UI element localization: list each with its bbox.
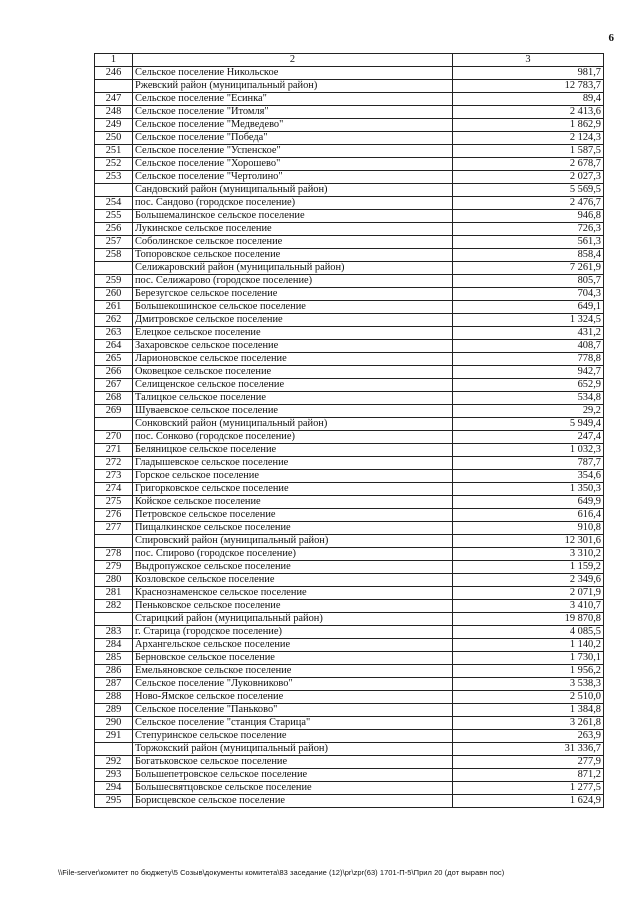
- table-row: [95, 769, 604, 782]
- table-row: [95, 210, 604, 223]
- settlement-name: Талицкое сельское поселение: [133, 392, 453, 405]
- district-subtotal-row: [95, 535, 604, 548]
- settlement-name: Степуринское сельское поселение: [133, 730, 453, 743]
- table-row: [95, 236, 604, 249]
- amount-value: 431,2: [453, 327, 604, 340]
- amount-value: 2 476,7: [453, 197, 604, 210]
- amount-value: 89,4: [453, 93, 604, 106]
- row-number: 279: [95, 561, 133, 574]
- row-number: 254: [95, 197, 133, 210]
- row-number: 271: [95, 444, 133, 457]
- row-number: 270: [95, 431, 133, 444]
- table-row: [95, 444, 604, 457]
- settlement-name: пос. Сонково (городское поселение): [133, 431, 453, 444]
- table-row: [95, 132, 604, 145]
- settlement-name: Горское сельское поселение: [133, 470, 453, 483]
- settlement-name: Ржевский район (муниципальный район): [133, 80, 453, 93]
- row-number: 294: [95, 782, 133, 795]
- table-row: [95, 145, 604, 158]
- row-number: 246: [95, 67, 133, 80]
- amount-value: 3 310,2: [453, 548, 604, 561]
- table-row: [95, 171, 604, 184]
- row-number: 281: [95, 587, 133, 600]
- settlement-name: Сельское поселение "станция Старица": [133, 717, 453, 730]
- amount-value: 704,3: [453, 288, 604, 301]
- settlement-name: Богатьковское сельское поселение: [133, 756, 453, 769]
- row-number: 255: [95, 210, 133, 223]
- amount-value: 2 027,3: [453, 171, 604, 184]
- amount-value: 1 956,2: [453, 665, 604, 678]
- settlement-name: Пеньковское сельское поселение: [133, 600, 453, 613]
- row-number: 268: [95, 392, 133, 405]
- row-number: 258: [95, 249, 133, 262]
- table-row: [95, 756, 604, 769]
- settlement-name: Григорковское сельское поселение: [133, 483, 453, 496]
- table-row: [95, 704, 604, 717]
- settlement-name: Большекошинское сельское поселение: [133, 301, 453, 314]
- amount-value: 1 324,5: [453, 314, 604, 327]
- row-number: 295: [95, 795, 133, 808]
- settlement-name: пос. Селижарово (городское поселение): [133, 275, 453, 288]
- settlement-name: Сельское поселение "Успенское": [133, 145, 453, 158]
- table-row: [95, 730, 604, 743]
- row-number: [95, 613, 133, 626]
- row-number: 273: [95, 470, 133, 483]
- settlement-name: Сельское поселение "Хорошево": [133, 158, 453, 171]
- table-row: [95, 509, 604, 522]
- row-number: 285: [95, 652, 133, 665]
- settlement-name: Селижаровский район (муниципальный район): [133, 262, 453, 275]
- row-number: 284: [95, 639, 133, 652]
- amount-value: 5 569,5: [453, 184, 604, 197]
- amount-value: 858,4: [453, 249, 604, 262]
- amount-value: 1 032,3: [453, 444, 604, 457]
- amount-value: 4 085,5: [453, 626, 604, 639]
- amount-value: 1 862,9: [453, 119, 604, 132]
- table-row: [95, 197, 604, 210]
- settlement-name: Краснознаменское сельское поселение: [133, 587, 453, 600]
- table-row: [95, 652, 604, 665]
- table-row: [95, 314, 604, 327]
- table-row: [95, 561, 604, 574]
- row-number: 286: [95, 665, 133, 678]
- table-row: [95, 522, 604, 535]
- amount-value: 2 510,0: [453, 691, 604, 704]
- table-row: [95, 119, 604, 132]
- settlement-name: Сельское поселение "Победа": [133, 132, 453, 145]
- amount-value: 649,1: [453, 301, 604, 314]
- settlement-name: Койское сельское поселение: [133, 496, 453, 509]
- row-number: 274: [95, 483, 133, 496]
- amount-value: 1 384,8: [453, 704, 604, 717]
- district-subtotal-row: [95, 80, 604, 93]
- settlement-name: Гладышевское сельское поселение: [133, 457, 453, 470]
- row-number: 277: [95, 522, 133, 535]
- amount-value: 1 587,5: [453, 145, 604, 158]
- row-number: 249: [95, 119, 133, 132]
- amount-value: 787,7: [453, 457, 604, 470]
- header-col-1: 1: [95, 54, 133, 67]
- settlement-name: Оковецкое сельское поселение: [133, 366, 453, 379]
- amount-value: 29,2: [453, 405, 604, 418]
- settlement-name: Сельское поселение "Чертолино": [133, 171, 453, 184]
- amount-value: 3 261,8: [453, 717, 604, 730]
- table-row: [95, 678, 604, 691]
- row-number: 260: [95, 288, 133, 301]
- row-number: 259: [95, 275, 133, 288]
- amount-value: 2 124,3: [453, 132, 604, 145]
- table-row: [95, 288, 604, 301]
- amount-value: 247,4: [453, 431, 604, 444]
- amount-value: 946,8: [453, 210, 604, 223]
- table-row: [95, 691, 604, 704]
- row-number: 250: [95, 132, 133, 145]
- settlement-name: г. Старица (городское поселение): [133, 626, 453, 639]
- row-number: 264: [95, 340, 133, 353]
- settlement-name: Пищалкинское сельское поселение: [133, 522, 453, 535]
- amount-value: 981,7: [453, 67, 604, 80]
- row-number: 289: [95, 704, 133, 717]
- table-row: [95, 470, 604, 483]
- table-row: [95, 353, 604, 366]
- amount-value: 871,2: [453, 769, 604, 782]
- table-row: [95, 717, 604, 730]
- amount-value: 263,9: [453, 730, 604, 743]
- row-number: 275: [95, 496, 133, 509]
- district-subtotal-row: [95, 418, 604, 431]
- page-number: 6: [608, 32, 614, 44]
- district-subtotal-row: [95, 184, 604, 197]
- settlement-name: Выдропужское сельское поселение: [133, 561, 453, 574]
- row-number: 266: [95, 366, 133, 379]
- table-row: [95, 639, 604, 652]
- settlement-name: Сельское поселение "Медведево": [133, 119, 453, 132]
- table-row: [95, 249, 604, 262]
- table-row: [95, 67, 604, 80]
- table-row: [95, 223, 604, 236]
- amount-value: 1 350,3: [453, 483, 604, 496]
- amount-value: 31 336,7: [453, 743, 604, 756]
- settlement-name: Емельяновское сельское поселение: [133, 665, 453, 678]
- amount-value: 3 538,3: [453, 678, 604, 691]
- row-number: [95, 80, 133, 93]
- settlement-name: Петровское сельское поселение: [133, 509, 453, 522]
- table-row: [95, 496, 604, 509]
- amount-value: 616,4: [453, 509, 604, 522]
- settlement-name: Сельское поселение "Итомля": [133, 106, 453, 119]
- settlement-name: Торжокский район (муниципальный район): [133, 743, 453, 756]
- table-row: [95, 600, 604, 613]
- table-row: [95, 301, 604, 314]
- table-row: [95, 379, 604, 392]
- settlement-name: Сельское поселение "Луковниково": [133, 678, 453, 691]
- table-row: [95, 275, 604, 288]
- amount-value: 12 783,7: [453, 80, 604, 93]
- settlement-name: Сельское поселение "Есинка": [133, 93, 453, 106]
- table-row: [95, 340, 604, 353]
- amount-value: 277,9: [453, 756, 604, 769]
- row-number: 276: [95, 509, 133, 522]
- settlement-name: Сонковский район (муниципальный район): [133, 418, 453, 431]
- table-row: [95, 548, 604, 561]
- amount-value: 778,8: [453, 353, 604, 366]
- row-number: 292: [95, 756, 133, 769]
- settlement-name: Спировский район (муниципальный район): [133, 535, 453, 548]
- amount-value: 1 277,5: [453, 782, 604, 795]
- settlement-name: Архангельское сельское поселение: [133, 639, 453, 652]
- amount-value: 561,3: [453, 236, 604, 249]
- table-row: [95, 574, 604, 587]
- table-row: [95, 483, 604, 496]
- amount-value: 726,3: [453, 223, 604, 236]
- amount-value: 652,9: [453, 379, 604, 392]
- amount-value: 2 071,9: [453, 587, 604, 600]
- settlement-name: Большепетровское сельское поселение: [133, 769, 453, 782]
- row-number: 278: [95, 548, 133, 561]
- row-number: 287: [95, 678, 133, 691]
- row-number: [95, 262, 133, 275]
- table-row: [95, 457, 604, 470]
- table-row: [95, 587, 604, 600]
- amount-value: 12 301,6: [453, 535, 604, 548]
- header-col-2: 2: [133, 54, 453, 67]
- row-number: 293: [95, 769, 133, 782]
- table-row: [95, 392, 604, 405]
- amount-value: 649,9: [453, 496, 604, 509]
- row-number: 253: [95, 171, 133, 184]
- settlement-name: Шуваевское сельское поселение: [133, 405, 453, 418]
- settlement-name: пос. Сандово (городское поселение): [133, 197, 453, 210]
- settlement-name: Сандовский район (муниципальный район): [133, 184, 453, 197]
- table-row: [95, 795, 604, 808]
- row-number: 265: [95, 353, 133, 366]
- settlement-name: Соболинское сельское поселение: [133, 236, 453, 249]
- settlement-name: Большемалинское сельское поселение: [133, 210, 453, 223]
- amount-value: 942,7: [453, 366, 604, 379]
- table-row: [95, 158, 604, 171]
- settlement-name: Берновское сельское поселение: [133, 652, 453, 665]
- row-number: 257: [95, 236, 133, 249]
- table-row: [95, 106, 604, 119]
- settlement-name: Сельское поселение Никольское: [133, 67, 453, 80]
- row-number: 262: [95, 314, 133, 327]
- settlement-name: Лукинское сельское поселение: [133, 223, 453, 236]
- row-number: [95, 184, 133, 197]
- district-subtotal-row: [95, 613, 604, 626]
- row-number: 252: [95, 158, 133, 171]
- footer-file-path: \\File-server\комитет по бюджету\5 Созыв\документы комитета\83 заседание (12)\pr\zpr(63) 1701-П-5\Прил 20 (дот выравн пос): [58, 868, 505, 877]
- row-number: 282: [95, 600, 133, 613]
- table-row: [95, 327, 604, 340]
- amount-value: 1 140,2: [453, 639, 604, 652]
- settlement-name: Беляницкое сельское поселение: [133, 444, 453, 457]
- amount-value: 2 413,6: [453, 106, 604, 119]
- amount-value: 1 624,9: [453, 795, 604, 808]
- amount-value: 805,7: [453, 275, 604, 288]
- header-col-3: 3: [453, 54, 604, 67]
- table-row: [95, 93, 604, 106]
- amount-value: 354,6: [453, 470, 604, 483]
- row-number: 247: [95, 93, 133, 106]
- amount-value: 7 261,9: [453, 262, 604, 275]
- amount-value: 2 349,6: [453, 574, 604, 587]
- amount-value: 19 870,8: [453, 613, 604, 626]
- settlement-name: Борисцевское сельское поселение: [133, 795, 453, 808]
- settlement-name: Ново-Ямское сельское поселение: [133, 691, 453, 704]
- settlement-name: Елецкое сельское поселение: [133, 327, 453, 340]
- row-number: 272: [95, 457, 133, 470]
- row-number: 261: [95, 301, 133, 314]
- district-subtotal-row: [95, 262, 604, 275]
- amount-value: 534,8: [453, 392, 604, 405]
- row-number: 248: [95, 106, 133, 119]
- row-number: 290: [95, 717, 133, 730]
- settlement-name: Захаровское сельское поселение: [133, 340, 453, 353]
- row-number: 288: [95, 691, 133, 704]
- settlement-name: Дмитровское сельское поселение: [133, 314, 453, 327]
- settlement-name: Сельское поселение "Паньково": [133, 704, 453, 717]
- settlement-name: пос. Спирово (городское поселение): [133, 548, 453, 561]
- row-number: 283: [95, 626, 133, 639]
- table-row: [95, 665, 604, 678]
- row-number: 269: [95, 405, 133, 418]
- row-number: 267: [95, 379, 133, 392]
- row-number: [95, 535, 133, 548]
- row-number: 280: [95, 574, 133, 587]
- settlement-name: Большесвятцовское сельское поселение: [133, 782, 453, 795]
- row-number: 256: [95, 223, 133, 236]
- amount-value: 1 730,1: [453, 652, 604, 665]
- table-row: [95, 782, 604, 795]
- table-row: [95, 626, 604, 639]
- row-number: [95, 743, 133, 756]
- row-number: 263: [95, 327, 133, 340]
- row-number: 291: [95, 730, 133, 743]
- settlement-name: Топоровское сельское поселение: [133, 249, 453, 262]
- amount-value: 1 159,2: [453, 561, 604, 574]
- district-subtotal-row: [95, 743, 604, 756]
- settlement-name: Березугское сельское поселение: [133, 288, 453, 301]
- settlement-name: Селищенское сельское поселение: [133, 379, 453, 392]
- row-number: 251: [95, 145, 133, 158]
- table-header-row: [95, 54, 604, 67]
- amount-value: 5 949,4: [453, 418, 604, 431]
- table-row: [95, 366, 604, 379]
- row-number: [95, 418, 133, 431]
- budget-table: [94, 53, 604, 808]
- settlement-name: Козловское сельское поселение: [133, 574, 453, 587]
- settlement-name: Старицкий район (муниципальный район): [133, 613, 453, 626]
- table-row: [95, 431, 604, 444]
- amount-value: 408,7: [453, 340, 604, 353]
- amount-value: 910,8: [453, 522, 604, 535]
- settlement-name: Ларионовское сельское поселение: [133, 353, 453, 366]
- amount-value: 3 410,7: [453, 600, 604, 613]
- amount-value: 2 678,7: [453, 158, 604, 171]
- table-row: [95, 405, 604, 418]
